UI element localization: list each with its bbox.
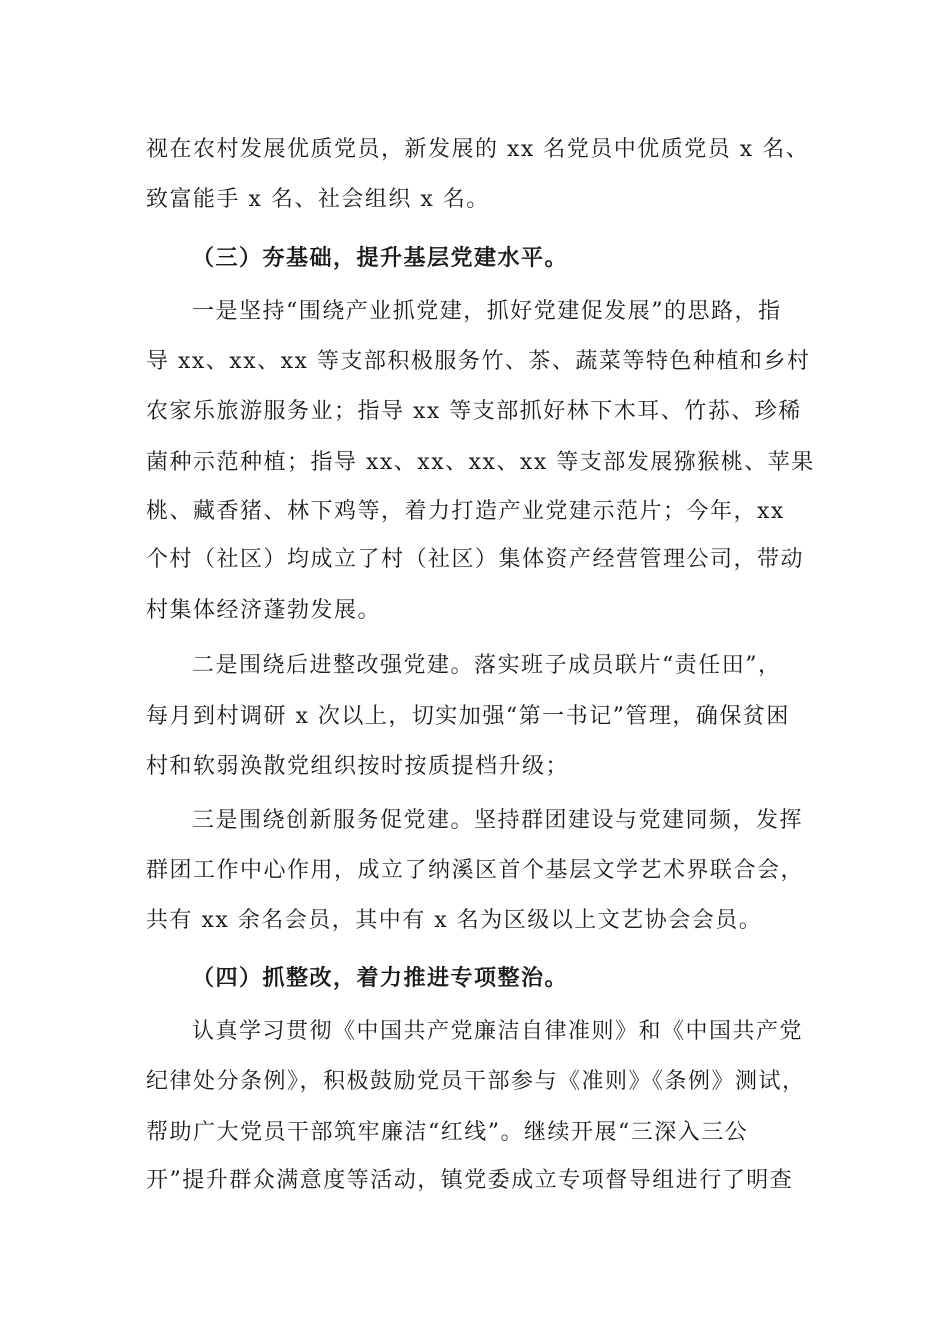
text-line: 村和软弱涣散党组织按时按质提档升级； — [146, 754, 570, 779]
text-line: 三是围绕创新服务促党建。坚持群团建设与党建同频，发挥 — [192, 808, 804, 833]
text-line: 帮助广大党员干部筑牢廉洁“红线”。继续开展“三深入三公 — [146, 1120, 749, 1145]
text-line: 个村（社区）均成立了村（社区）集体资产经营管理公司，带动 — [146, 547, 805, 572]
text-line: 二是围绕后进整改强党建。落实班子成员联片“责任田”， — [192, 653, 782, 678]
text-line: 共有 xx 余名会员，其中有 x 名为区级以上文艺协会会员。 — [146, 908, 763, 933]
text-line: 农家乐旅游服务业；指导 xx 等支部抓好林下木耳、竹荪、珍稀 — [146, 399, 802, 424]
section-heading: （三）夯基础，提升基层党建水平。 — [192, 245, 569, 271]
text-line: 群团工作中心作用，成立了纳溪区首个基层文学艺术界联合会， — [146, 858, 805, 883]
text-line: 纪律处分条例》，积极鼓励党员干部参与《准则》《条例》测试， — [146, 1069, 806, 1094]
text-line: 村集体经济蓬勃发展。 — [146, 598, 382, 623]
text-line: 认真学习贯彻《中国共产党廉洁自律准则》和《中国共产党 — [192, 1019, 804, 1044]
text-line: 致富能手 x 名、社会组织 x 名。 — [146, 187, 490, 212]
text-line: 开”提升群众满意度等活动，镇党委成立专项督导组进行了明查 — [146, 1168, 794, 1193]
section-heading: （四）抓整改，着力推进专项整治。 — [192, 965, 569, 991]
text-line: 每月到村调研 x 次以上，切实加强“第一书记”管理，确保贫困 — [146, 704, 790, 729]
text-line: 导 xx、xx、xx 等支部积极服务竹、茶、蔬菜等特色种植和乡村 — [146, 349, 811, 374]
text-line: 视在农村发展优质党员，新发展的 xx 名党员中优质党员 x 名、 — [146, 137, 810, 162]
text-line: 一是坚持“围绕产业抓党建，抓好党建促发展”的思路，指 — [192, 299, 782, 324]
text-line: 桃、藏香猪、林下鸡等，着力打造产业党建示范片；今年，xx — [146, 499, 785, 524]
text-line: 菌种示范种植；指导 xx、xx、xx、xx 等支部发展猕猴桃、苹果 — [146, 450, 815, 475]
